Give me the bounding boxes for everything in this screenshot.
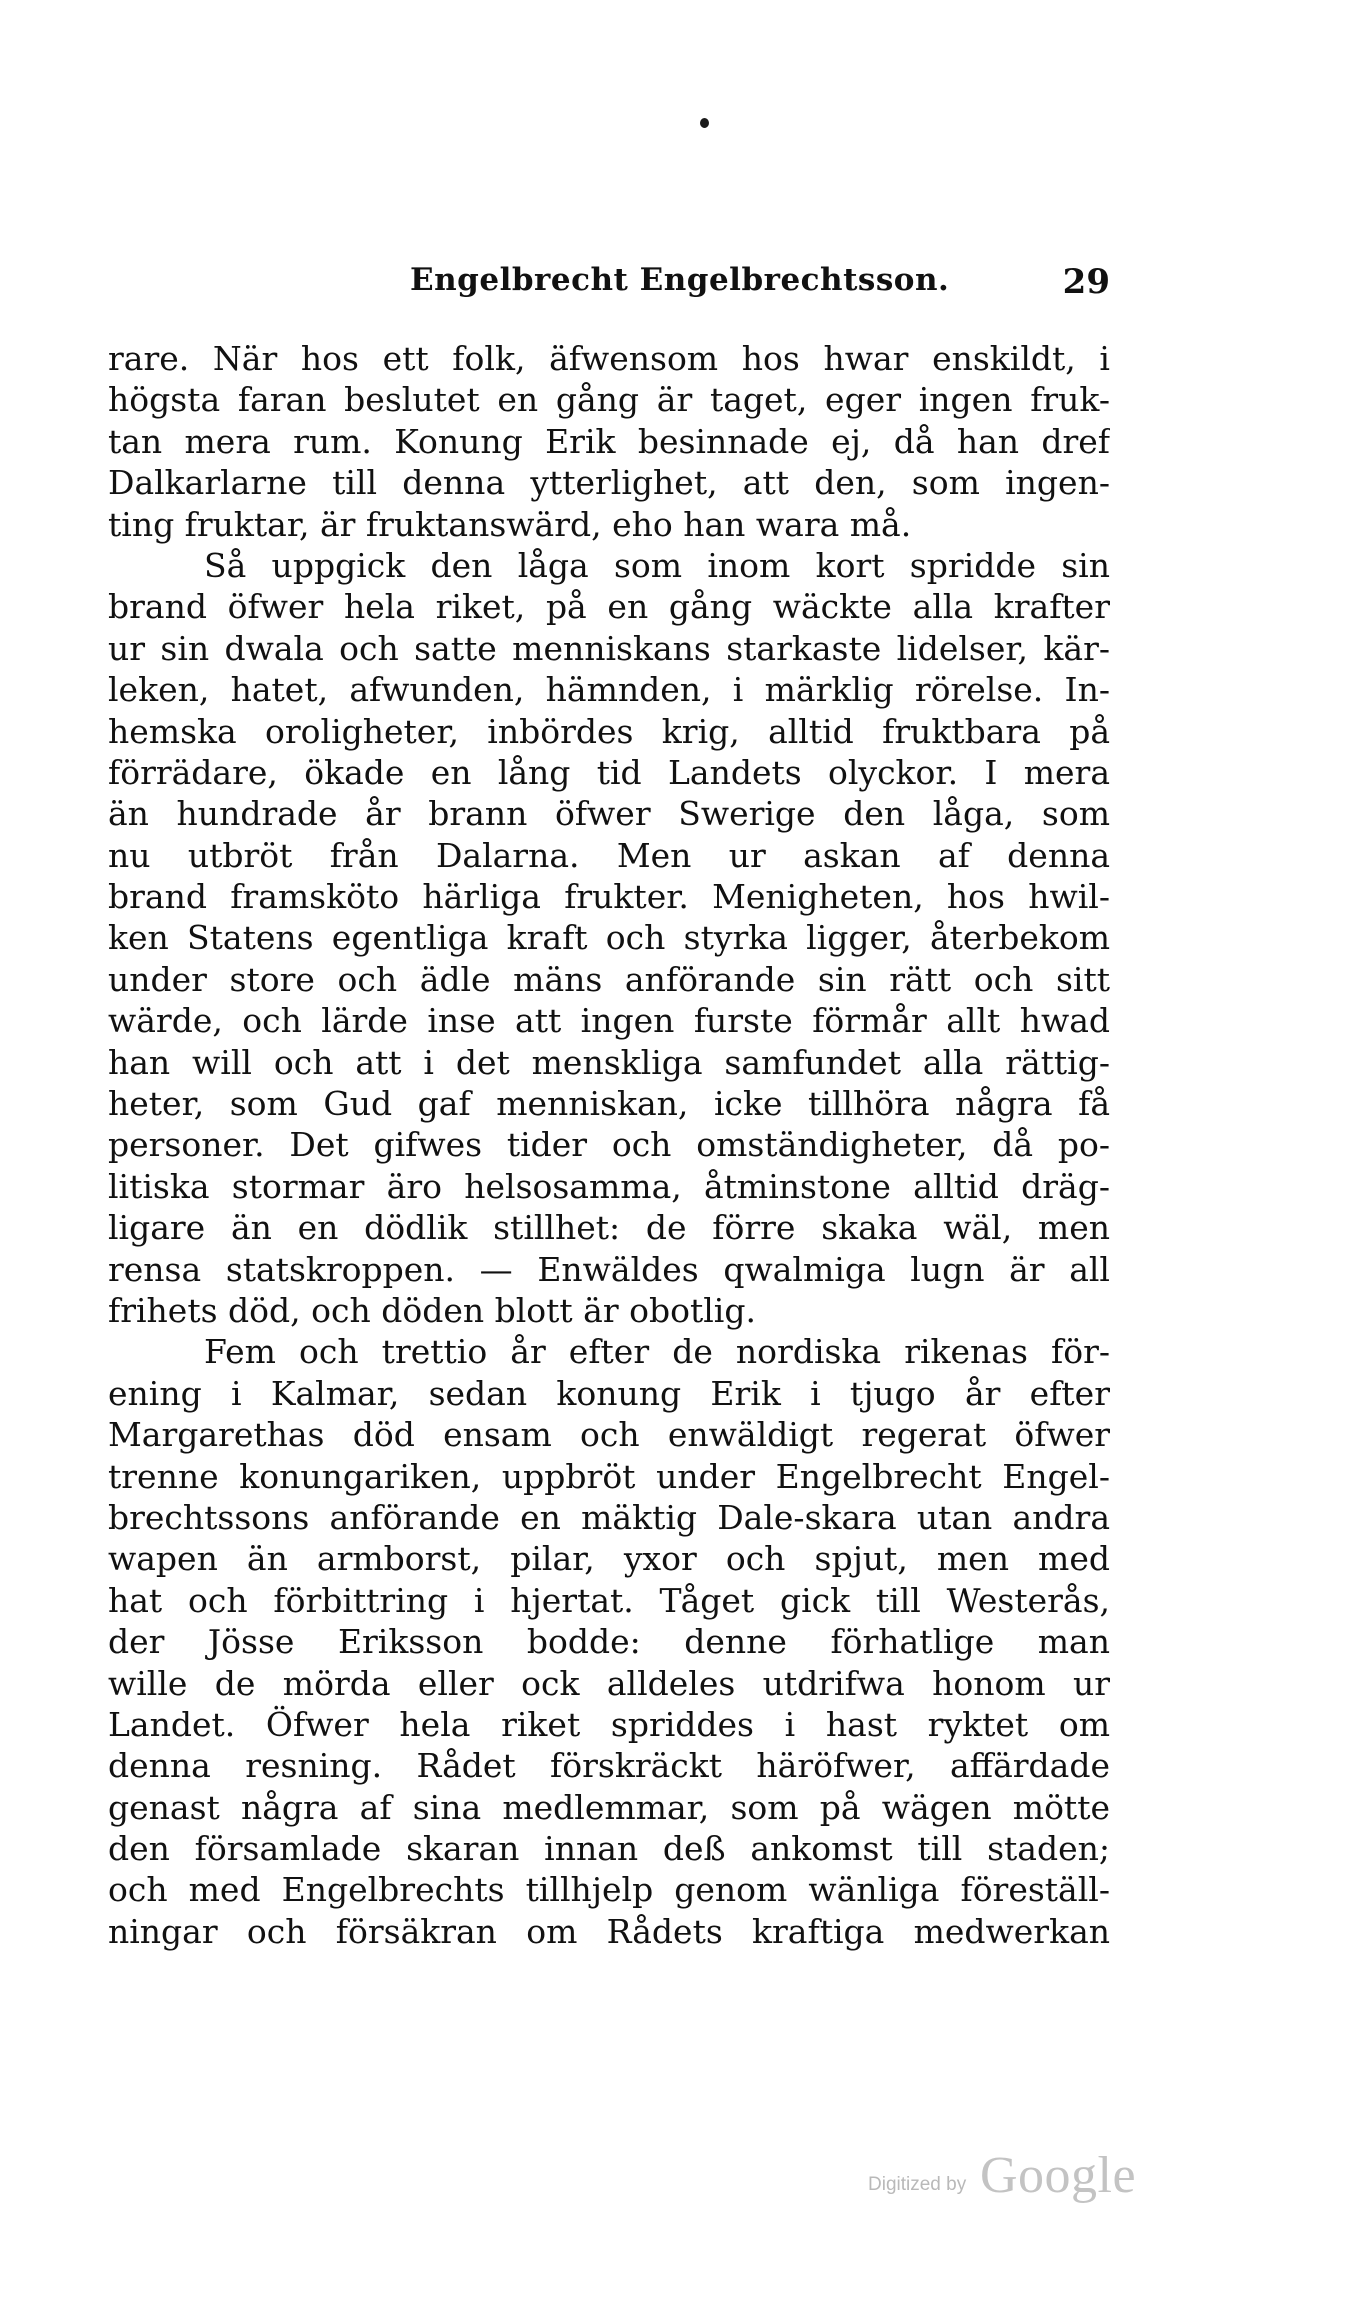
page-header (110, 262, 1110, 308)
text-line: ligare än en dödlik stillhet: de förre skaka wäl, men (108, 1208, 1110, 1248)
text-line: nu utbröt från Dalarna. Men ur askan af denna (108, 835, 1110, 875)
text-line: under store och ädle mäns anförande sin rätt och sitt (108, 959, 1110, 999)
text-line: Margarethas död ensam och enwäldigt regerat öfwer (108, 1415, 1110, 1455)
text-line: wapen än armborst, pilar, yxor och spjut, men med (108, 1539, 1110, 1579)
text-line: trenne konungariken, uppbröt under Engelbrecht Engel- (108, 1456, 1110, 1496)
running-head: Engelbrecht Engelbrechtsson. (410, 262, 950, 298)
text-line: den församlade skaran innan deß ankomst till staden; (108, 1829, 1110, 1869)
page-number: 29 (1062, 262, 1110, 302)
text-line: tan mera rum. Konung Erik besinnade ej, då han dref (108, 421, 1110, 461)
text-line: wärde, och lärde inse att ingen furste förmår allt hwad (108, 1001, 1110, 1041)
text-line: der Jösse Eriksson bodde: denne förhatlige man (108, 1622, 1110, 1662)
text-line: Fem och trettio år efter de nordiska rikenas för- (204, 1332, 1110, 1372)
text-line: brand framsköto härliga frukter. Menigheten, hos hwil- (108, 877, 1110, 917)
text-line: hemska oroligheter, inbördes krig, alltid fruktbara på (108, 711, 1110, 751)
body-text (108, 338, 1110, 1952)
text-line: denna resning. Rådet förskräckt häröfwer, affärdade (108, 1746, 1110, 1786)
text-line: ur sin dwala och satte menniskans starkaste lidelser, kär- (108, 628, 1110, 668)
text-line: wille de mörda eller ock alldeles utdrifwa honom ur (108, 1663, 1110, 1703)
text-line: han will och att i det menskliga samfundet alla rättig- (108, 1042, 1110, 1082)
text-line: Så uppgick den låga som inom kort spridde sin (204, 545, 1110, 585)
text-line: personer. Det gifwes tider och omständigheter, då po- (108, 1125, 1110, 1165)
text-line: genast några af sina medlemmar, som på wägen mötte (108, 1787, 1110, 1827)
text-line: ting fruktar, är fruktanswärd, eho han wara må. (108, 504, 912, 544)
text-line: frihets död, och döden blott är obotlig. (108, 1290, 756, 1330)
text-line: litiska stormar äro helsosamma, åtminstone alltid dräg- (108, 1166, 1110, 1206)
google-logo: Google (980, 2147, 1137, 2204)
ink-speck (700, 118, 709, 128)
text-line: än hundrade år brann öfwer Swerige den låga, som (108, 794, 1110, 834)
text-line: hat och förbittring i hjertat. Tåget gick till Westerås, (108, 1580, 1110, 1620)
text-line: ningar och försäkran om Rådets kraftiga medwerkan (108, 1911, 1110, 1951)
text-line: Dalkarlarne till denna ytterlighet, att den, som ingen- (108, 463, 1110, 503)
text-line: heter, som Gud gaf menniskan, icke tillhöra några få (108, 1084, 1110, 1124)
text-line: leken, hatet, afwunden, hämnden, i märklig rörelse. In- (108, 670, 1110, 710)
text-line: Landet. Öfwer hela riket spriddes i hast ryktet om (108, 1704, 1110, 1744)
text-line: brand öfwer hela riket, på en gång wäckte alla krafter (108, 587, 1110, 627)
text-line: högsta faran beslutet en gång är taget, eger ingen fruk- (108, 380, 1110, 420)
watermark-prefix: Digitized by (868, 2174, 967, 2195)
text-line: ening i Kalmar, sedan konung Erik i tjugo år efter (108, 1373, 1110, 1413)
digitized-by-google-watermark (868, 2146, 1188, 2206)
text-line: och med Engelbrechts tillhjelp genom wänliga föreställ- (108, 1870, 1110, 1910)
text-line: brechtssons anförande en mäktig Dale-skara utan andra (108, 1497, 1110, 1537)
text-line: förrädare, ökade en lång tid Landets olyckor. I mera (108, 752, 1110, 792)
text-line: rare. När hos ett folk, äfwensom hos hwar enskildt, i (108, 339, 1110, 378)
text-line: ken Statens egentliga kraft och styrka ligger, återbekom (108, 918, 1110, 958)
text-line: rensa statskroppen. — Enwäldes qwalmiga lugn är all (108, 1249, 1110, 1289)
